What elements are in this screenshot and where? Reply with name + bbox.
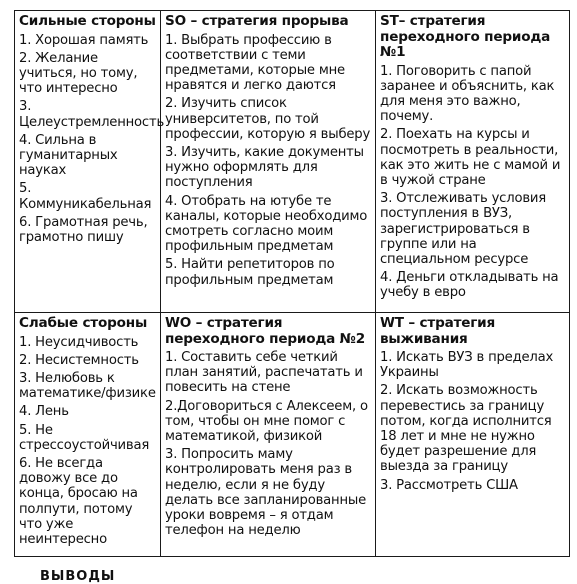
so-strategy-cell [161,11,376,313]
wo-strategy-item: 2.Договориться с Алексеем, о том, чтобы он мне помог с математикой, физикой [165,398,368,445]
swot-table [14,10,570,557]
weaknesses-item: 5. Не стрессоустойчивая [19,422,150,453]
st-strategy-heading: ST– стратегия переходного периода №1 [380,13,551,60]
wo-strategy-heading: WO – стратегия переходного периода №2 [165,315,366,347]
cut-off-section-heading [40,566,200,584]
strengths-item: 4. Сильна в гуманитарных науках [19,132,118,179]
wo-strategy-cell [161,313,376,557]
weaknesses-item: 4. Лень [19,404,69,420]
weaknesses-item: 6. Не всегда довожу все до конца, бросаю на полпути, потому что уже неинтересно [19,455,138,547]
so-strategy-item: 2. Изучить список университетов, по той профессии, которую я выберу [165,96,371,142]
weaknesses-item: 3. Нелюбовь к математике/физике [19,370,156,402]
so-strategy-heading: SO – стратегия прорыва [165,13,349,29]
cut-off-heading-text: ВЫВОДЫ [40,569,116,584]
strengths-item: 6. Грамотная речь, грамотно пишу [19,214,148,245]
strengths-heading: Сильные стороны [19,13,156,29]
st-strategy-cell [376,11,570,313]
wo-strategy-item: 3. Попросить маму контролировать меня раз в неделю, если я не буду делать все запланированные уроки вовремя – я отдам телефон на неделю [165,447,366,539]
strengths-item: 2. Желание учиться, но тому, что интересно [19,50,138,97]
strengths-item: 3. Целеустремленность [19,99,165,130]
weaknesses-item: 2. Несистемность [19,352,139,368]
wt-strategy-item: 1. Искать ВУЗ в пределах Украины [380,350,554,381]
weaknesses-cell [15,313,161,557]
wt-strategy-item: 3. Рассмотреть США [380,477,518,493]
wo-strategy-item: 1. Составить себе четкий план занятий, распечатать и повесить на стене [165,350,363,396]
so-strategy-item: 1. Выбрать профессию в соответствии с теми предметами, которые мне нравятся и легко даются [165,32,345,94]
wt-strategy-cell [376,313,570,557]
swot-row-top [15,11,570,313]
st-strategy-item: 1. Поговорить с папой заранее и объяснить, как для меня это важно, почему. [380,63,555,125]
strengths-item: 1. Хорошая память [19,32,149,48]
st-strategy-item: 2. Поехать на курсы и посмотреть в реальности, как это жить не с мамой и в чужой стране [380,127,561,188]
strengths-item: 5. Коммуникабельная [19,181,152,212]
weaknesses-item: 1. Неусидчивость [19,334,139,350]
wt-strategy-heading: WT – стратегия выживания [380,315,496,347]
wt-strategy-item: 2. Искать возможность перевестись за границу потом, когда исполнится 18 лет и мне не нужно будет разрешение для выезда за границу [380,383,552,475]
swot-row-bottom [15,313,570,557]
st-strategy-item: 4. Деньги откладывать на учебу в евро [380,270,559,301]
strengths-cell [15,11,165,313]
so-strategy-item: 5. Найти репетиторов по профильным предметам [165,257,335,288]
so-strategy-item: 3. Изучить, какие документы нужно оформлять для поступления [165,144,364,191]
st-strategy-item: 3. Отслеживать условия поступления в ВУЗ, зарегистрироваться в группе или на специальном ресурсе [380,191,547,267]
weaknesses-heading: Слабые стороны [19,315,148,331]
so-strategy-item: 4. Отобрать на ютубе те каналы, которые необходимо смотреть согласно моим профильным предметам [165,193,368,255]
